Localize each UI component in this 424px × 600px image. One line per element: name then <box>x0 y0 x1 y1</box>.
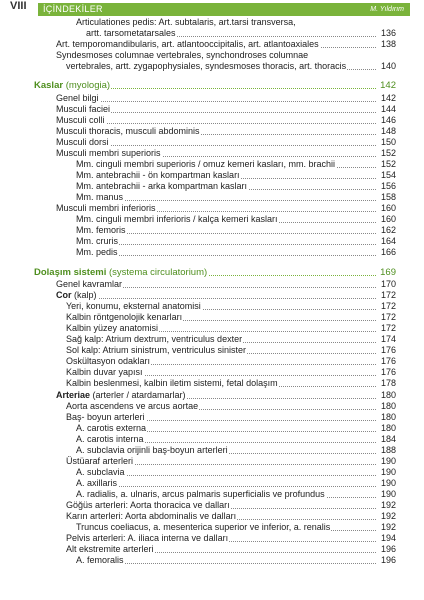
toc-entry-title: Musculi dorsi <box>56 136 109 147</box>
toc-entry[interactable] <box>56 203 396 214</box>
toc-entry-title: Baş- boyun arterleri <box>66 411 145 422</box>
toc-page-number: 140 <box>380 61 396 72</box>
header-author: M. Yıldırım <box>370 6 404 13</box>
toc-section-heading[interactable] <box>34 266 396 278</box>
toc-entry[interactable] <box>56 247 396 258</box>
toc-entry-title: Mm. cinguli membri inferioris / kalça kemeri kasları <box>76 214 278 225</box>
toc-entry[interactable] <box>56 500 396 511</box>
toc-page-number: 164 <box>380 236 396 247</box>
toc-entry-title: Genel kavramlar <box>56 279 123 289</box>
toc-entry-title: Mm. cruris <box>76 236 118 247</box>
toc-page-number: 178 <box>380 378 396 389</box>
toc-page-number: 166 <box>380 247 396 258</box>
toc-entry[interactable] <box>56 334 396 345</box>
toc-page-number: 180 <box>380 400 396 411</box>
toc-page-number: 154 <box>380 170 396 181</box>
toc-page-number: 156 <box>380 181 396 192</box>
toc-entry[interactable] <box>56 39 396 50</box>
toc-entry[interactable] <box>56 61 396 72</box>
toc-entry-title: Musculi thoracis, musculi abdominis <box>56 125 200 136</box>
toc-entry-title: Mm. femoris <box>76 225 126 236</box>
toc-entry-title: Sağ kalp: Atrium dextrum, ventriculus dexter <box>66 334 243 345</box>
toc-entry-title: A. carotis interna <box>76 433 144 444</box>
toc-page-number: 188 <box>380 444 396 455</box>
toc-entry-title: Mm. cinguli membri superioris / omuz kemeri kasları, mm. brachii <box>76 159 336 170</box>
toc-entry-title: Art. temporomandibularis, art. atlantooccipitalis, art. atlantoaxiales <box>56 39 319 50</box>
toc-entry[interactable] <box>56 423 396 434</box>
toc-page-number: 170 <box>380 279 396 289</box>
toc-page-number: 146 <box>380 114 396 125</box>
toc-entry-title: Yeri, konumu, eksternal anatomisi <box>66 301 201 312</box>
toc-page-number: 136 <box>380 28 396 39</box>
toc-entry[interactable] <box>56 345 396 356</box>
toc-page-number: 194 <box>380 533 396 544</box>
toc-entry[interactable] <box>56 181 396 192</box>
toc-entry[interactable] <box>56 148 396 159</box>
toc-entry-title: A. femoralis <box>76 555 124 566</box>
toc-page-number: 142 <box>380 80 396 92</box>
toc-entry[interactable] <box>56 159 396 170</box>
page-number: VIII <box>10 0 27 12</box>
toc-page-number: 192 <box>380 522 396 533</box>
toc-entry-title: Musculi colli <box>56 114 105 125</box>
toc-page-number: 169 <box>380 266 396 278</box>
toc-page-number: 160 <box>380 203 396 214</box>
toc-entry[interactable] <box>56 489 396 500</box>
toc-entry-title: Genel bilgi <box>56 92 99 103</box>
toc-section-heading[interactable] <box>34 80 396 92</box>
toc-entry[interactable] <box>56 214 396 225</box>
toc-page-number: 192 <box>380 511 396 522</box>
toc-entry-title: Oskültasyon odakları <box>66 356 151 367</box>
toc-entry-title: Alt ekstremite arterleri <box>66 544 154 555</box>
toc-entry-title: A. axillaris <box>76 477 118 488</box>
toc-entry-title: Aorta ascendens ve arcus aortae <box>66 400 199 411</box>
toc-entry-title: A. radialis, a. ulnaris, arcus palmaris superficialis ve profundus <box>76 488 325 499</box>
toc-entry[interactable] <box>56 17 396 28</box>
toc-page-number: 144 <box>380 103 396 114</box>
toc-entry[interactable] <box>56 456 396 467</box>
toc-entry-title: Musculi faciei <box>56 103 111 114</box>
toc-entry-title: vertebrales, artt. zygapophysiales, syndesmoses thoracis, art. thoracis <box>66 61 347 72</box>
toc-entry-title: Kaslar (myologia) <box>34 80 111 92</box>
toc-entry[interactable] <box>56 445 396 456</box>
toc-entry-title: A. subclavia <box>76 466 125 477</box>
toc-entry-title: Musculi membri inferioris <box>56 203 156 214</box>
header-title: İÇİNDEKİLER <box>43 4 103 14</box>
toc-entry-title: A. carotis externa <box>76 422 147 433</box>
header-bar <box>38 3 410 16</box>
toc-page-number: 172 <box>380 290 396 301</box>
toc-entry[interactable] <box>56 522 396 533</box>
toc-entry[interactable] <box>56 312 396 323</box>
toc-entry-title: A. subclavia orijinli baş-boyun arterleri <box>76 444 228 455</box>
toc-entry[interactable] <box>56 290 396 301</box>
toc-entry[interactable] <box>56 478 396 489</box>
leader-dots <box>76 478 376 487</box>
toc-entry-title: Arteriae (arterler / atardamarlar) <box>56 389 186 400</box>
toc-page-number: 160 <box>380 214 396 225</box>
toc-page-number: 152 <box>380 148 396 158</box>
toc-page-number: 172 <box>380 323 396 334</box>
leader-dots <box>76 236 376 245</box>
toc-page-number: 174 <box>380 334 396 345</box>
toc-entry[interactable] <box>56 50 396 61</box>
toc-entry-title: Sol kalp: Atrium sinistrum, ventriculus sinister <box>66 345 247 356</box>
toc-entry[interactable] <box>56 544 396 555</box>
toc-entry-title: Cor (kalp) <box>56 290 97 301</box>
toc-page-number: 142 <box>380 92 396 103</box>
toc-entry[interactable] <box>56 170 396 181</box>
toc-entry-title: Kalbin yüzey anatomisi <box>66 323 159 334</box>
toc-entry-title: Syndesmoses columnae vertebrales, synchondroses columnae <box>56 50 309 61</box>
toc-page-number: 148 <box>380 125 396 136</box>
toc-entry-title: artt. tarsometatarsales <box>86 28 176 39</box>
toc-page-number: 180 <box>380 411 396 422</box>
toc-entry-title: Kalbin beslenmesi, kalbin iletim sistemi, fetal dolaşım <box>66 378 278 389</box>
toc-entry[interactable] <box>56 323 396 334</box>
toc-entry-title: Kalbin duvar yapısı <box>66 367 143 378</box>
toc-entry[interactable] <box>56 356 396 367</box>
toc-entry[interactable] <box>56 137 396 148</box>
toc-page-number: 192 <box>380 500 396 510</box>
toc-entry-title: Truncus coeliacus, a. mesenterica superior ve inferior, a. renalis <box>76 522 331 533</box>
toc-entry-title: Articulationes pedis: Art. subtalaris, art.tarsi transversa, <box>76 17 296 27</box>
toc-entry[interactable] <box>56 401 396 412</box>
toc-page-number: 172 <box>380 312 396 323</box>
toc-page-number: 196 <box>380 544 396 555</box>
toc-page-number: 180 <box>380 389 396 400</box>
toc-entry[interactable] <box>56 555 396 566</box>
toc-entry[interactable] <box>56 115 396 126</box>
toc-page-number: 184 <box>380 433 396 444</box>
toc-page-number: 172 <box>380 301 396 312</box>
toc-entry[interactable] <box>56 225 396 236</box>
toc-entry-title: Mm. antebrachii - arka kompartman kasları <box>76 181 248 192</box>
toc-entry-title: Dolaşım sistemi (systema circulatorium) <box>34 266 208 278</box>
toc-entry[interactable] <box>56 192 396 203</box>
toc-page-number: 176 <box>380 356 396 367</box>
toc-entry[interactable] <box>56 378 396 389</box>
toc-page-number: 190 <box>380 466 396 477</box>
toc-entry[interactable] <box>56 301 396 312</box>
toc-entry-title: Mm. pedis <box>76 247 118 258</box>
toc-entry[interactable] <box>56 279 396 290</box>
leader-dots <box>76 247 376 256</box>
toc-entry[interactable] <box>56 434 396 445</box>
toc-entry-title: Karın arterleri: Aorta abdominalis ve dalları <box>66 511 237 522</box>
toc-entry-title: Göğüs arterleri: Aorta thoracica ve dalları <box>66 500 230 510</box>
toc-page-number: 176 <box>380 367 396 378</box>
toc-entry[interactable] <box>56 104 396 115</box>
toc-page-number: 190 <box>380 455 396 466</box>
leader-dots <box>56 93 376 102</box>
toc-entry-title: Pelvis arterleri: A. iliaca interna ve dalları <box>66 533 229 544</box>
toc-entry[interactable] <box>56 93 396 104</box>
toc-page-number: 158 <box>380 192 396 203</box>
toc-page-number: 162 <box>380 225 396 236</box>
toc-page-number: 180 <box>380 422 396 433</box>
toc-entry-title: Kalbin röntgenolojik kenarları <box>66 312 183 323</box>
toc-page-number: 152 <box>380 159 396 170</box>
toc-page-number: 190 <box>380 488 396 499</box>
toc-page-number: 176 <box>380 345 396 356</box>
toc-page-number: 138 <box>380 39 396 50</box>
toc-page-number: 196 <box>380 555 396 566</box>
toc-entry[interactable] <box>56 511 396 522</box>
toc-entry[interactable] <box>56 390 396 401</box>
toc-entry[interactable] <box>56 126 396 137</box>
toc-page-number: 150 <box>380 136 396 147</box>
toc-entry[interactable] <box>56 467 396 478</box>
toc-entry[interactable] <box>56 533 396 544</box>
toc-entry-title: Musculi membri superioris <box>56 148 161 158</box>
toc-entry-title: Mm. manus <box>76 192 124 203</box>
toc-page-number: 190 <box>380 477 396 488</box>
leader-dots <box>56 290 376 299</box>
toc-entry[interactable] <box>56 28 396 39</box>
toc-entry-title: Üstüaraf arterleri <box>66 455 134 466</box>
toc-entry[interactable] <box>56 236 396 247</box>
toc-entry[interactable] <box>56 412 396 423</box>
toc-entry[interactable] <box>56 367 396 378</box>
toc-entry-title: Mm. antebrachii - ön kompartman kasları <box>76 170 240 181</box>
